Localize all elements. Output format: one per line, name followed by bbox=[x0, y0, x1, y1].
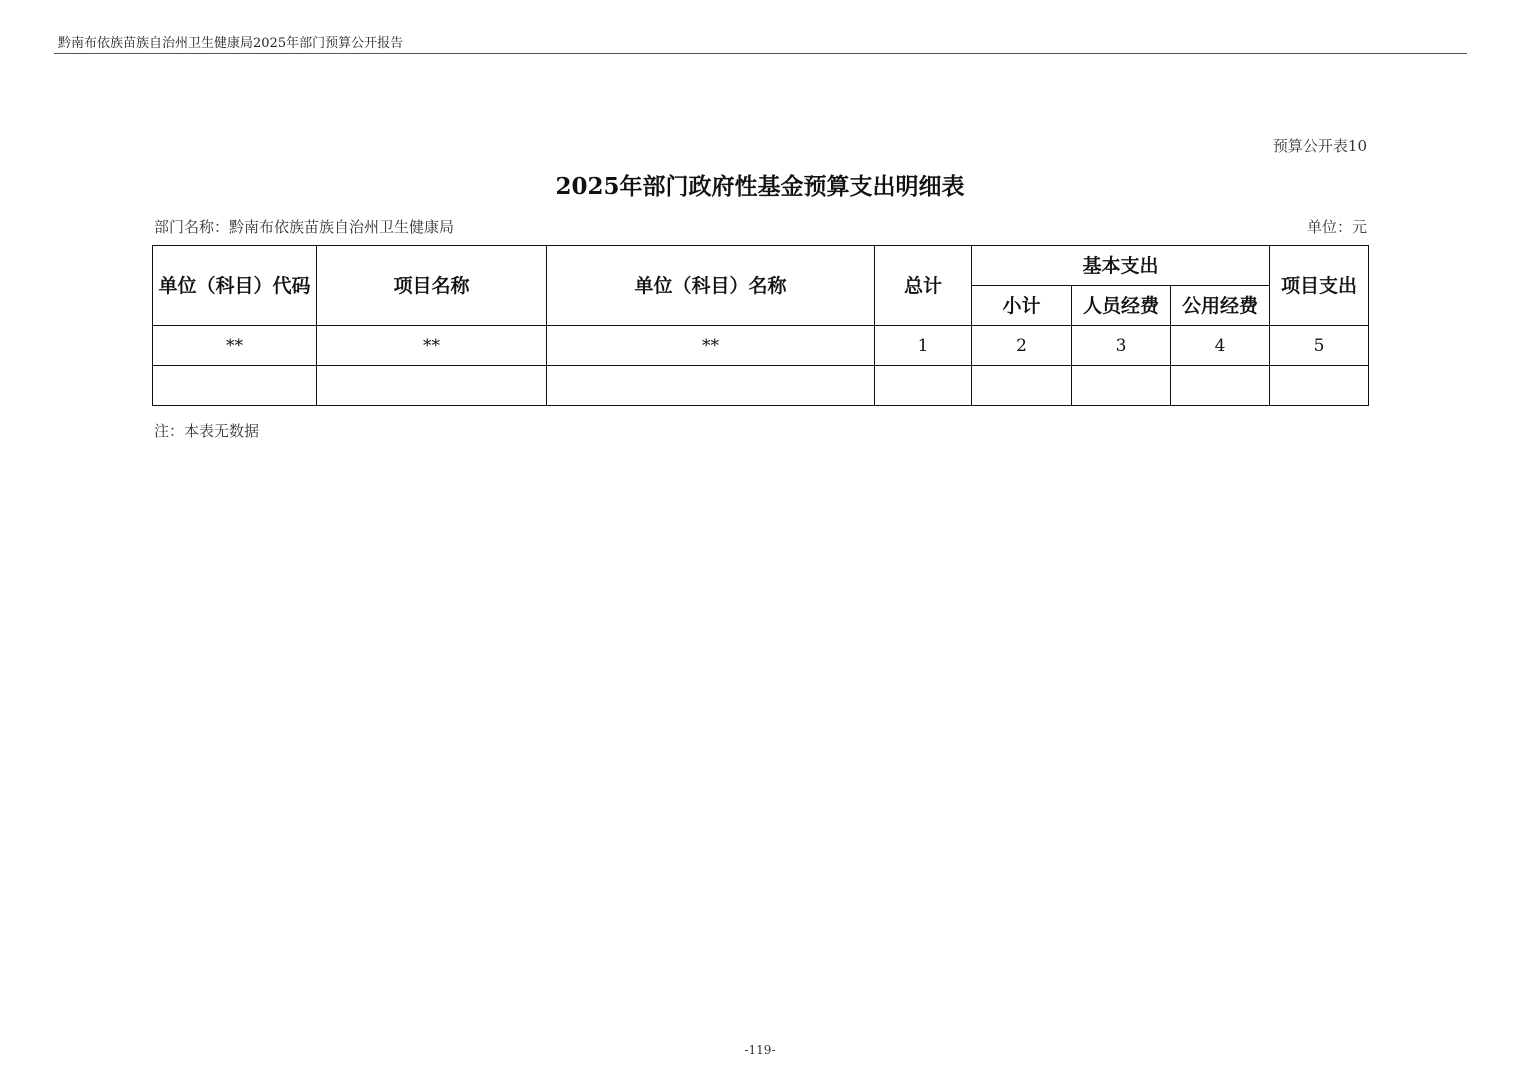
table-cell: 5 bbox=[1270, 326, 1369, 366]
header-rule bbox=[54, 53, 1467, 54]
table-note: 注：本表无数据 bbox=[154, 422, 260, 440]
table-cell bbox=[547, 366, 875, 406]
table-cell: ** bbox=[547, 326, 875, 366]
unit-label: 单位：元 bbox=[1306, 218, 1367, 236]
header-unit-code: 单位（科目）代码 bbox=[153, 246, 317, 326]
document-title: 2025年部门政府性基金预算支出明细表 bbox=[555, 173, 965, 200]
running-header: 黔南布依族苗族自治州卫生健康局2025年部门预算公开报告 bbox=[58, 36, 404, 51]
table-cell: 3 bbox=[1072, 326, 1171, 366]
table-cell bbox=[153, 366, 317, 406]
table-row bbox=[153, 366, 1369, 406]
header-total: 总计 bbox=[875, 246, 972, 326]
header-personnel: 人员经费 bbox=[1072, 286, 1171, 326]
department-label: 部门名称：黔南布依族苗族自治州卫生健康局 bbox=[154, 218, 455, 236]
table-cell bbox=[875, 366, 972, 406]
header-unit-name: 单位（科目）名称 bbox=[547, 246, 875, 326]
table-cell: 1 bbox=[875, 326, 972, 366]
table-cell: 4 bbox=[1171, 326, 1270, 366]
header-subtotal: 小计 bbox=[972, 286, 1072, 326]
table-row bbox=[153, 326, 1369, 366]
table-number: 预算公开表10 bbox=[1272, 137, 1367, 155]
table-cell bbox=[1171, 366, 1270, 406]
table-cell bbox=[317, 366, 547, 406]
budget-table bbox=[152, 245, 1369, 406]
table-cell: 2 bbox=[972, 326, 1072, 366]
header-project-expense: 项目支出 bbox=[1270, 246, 1369, 326]
header-row-1 bbox=[153, 246, 1369, 286]
table-cell bbox=[972, 366, 1072, 406]
table-cell: ** bbox=[153, 326, 317, 366]
page-number: -119- bbox=[744, 1043, 776, 1057]
table-cell bbox=[1270, 366, 1369, 406]
header-basic-expense: 基本支出 bbox=[972, 246, 1270, 286]
table-cell: ** bbox=[317, 326, 547, 366]
table-cell bbox=[1072, 366, 1171, 406]
header-project-name: 项目名称 bbox=[317, 246, 547, 326]
header-public: 公用经费 bbox=[1171, 286, 1270, 326]
